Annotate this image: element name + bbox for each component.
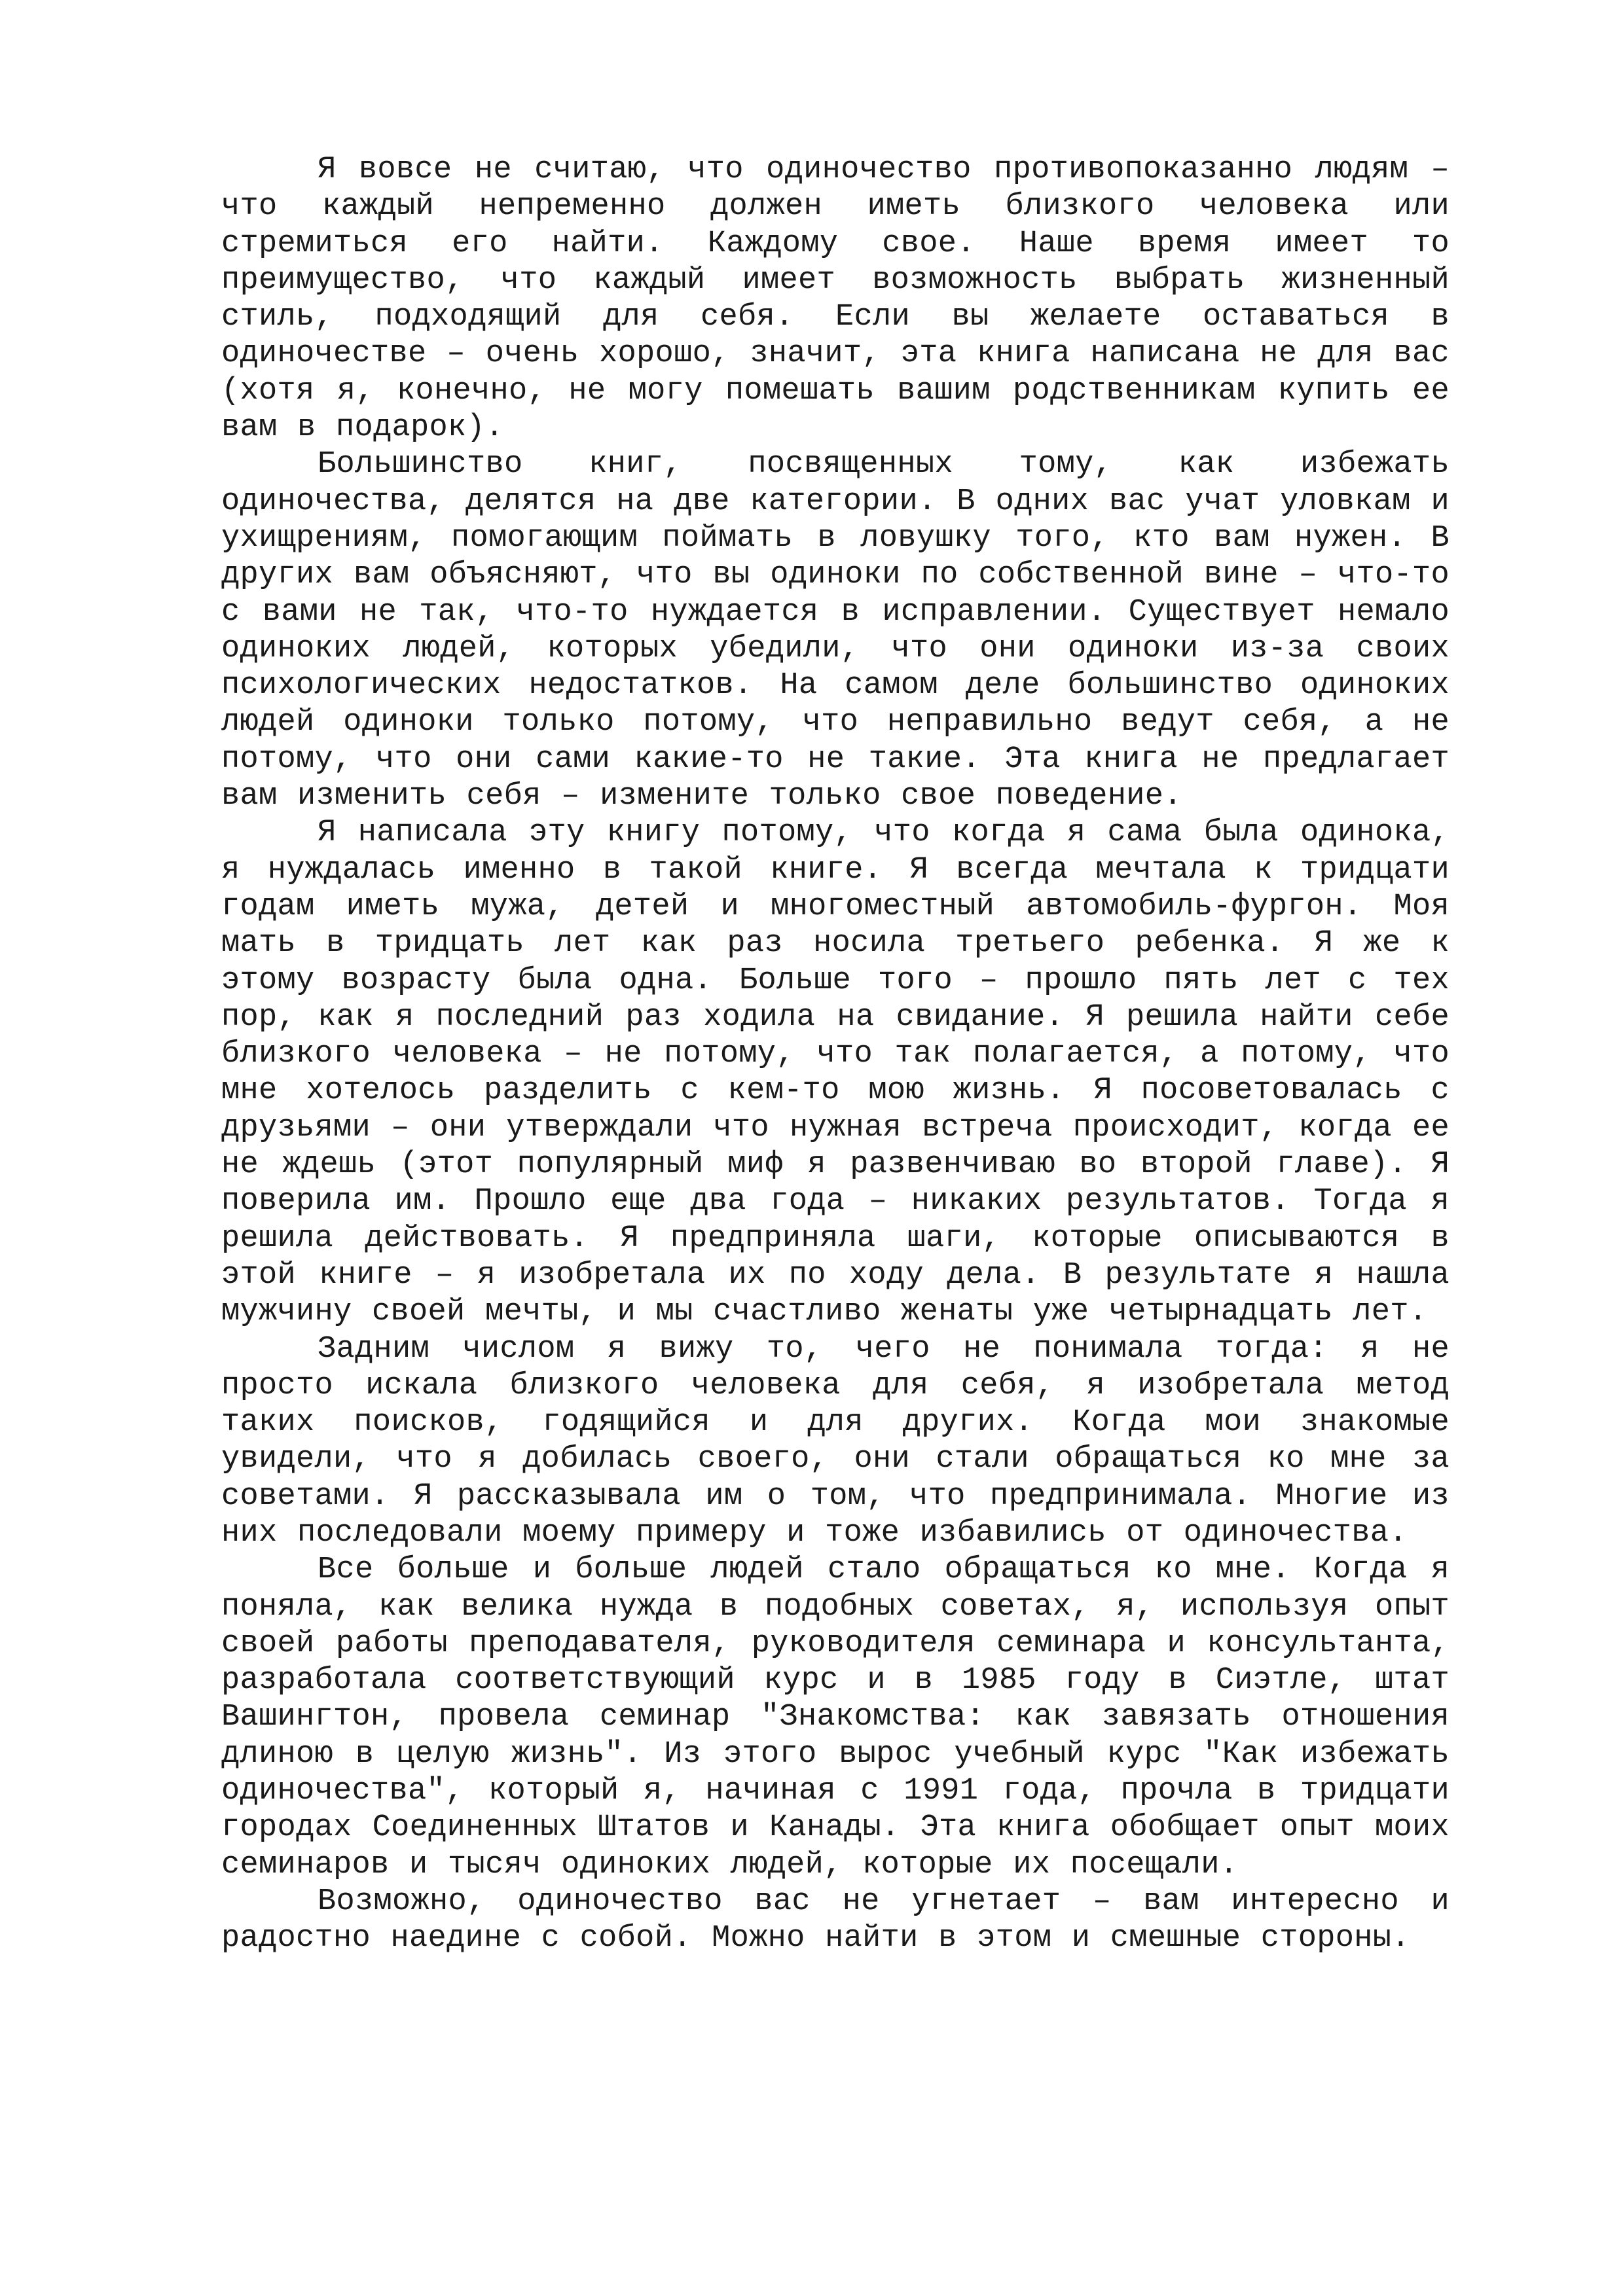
paragraph: Я написала эту книгу потому, что когда я сама была одинока, я нуждалась именно в такой книге. Я всегда мечтала к тридцати годам иметь мужа, детей и многоместный автомобиль-фургон. Моя мать в тридцать лет как раз носила третьего ребенка. Я же к этому возрасту была одна. Больше того – прошло пять лет с тех пор, как я последний раз ходила на свидание. Я решила найти себе близкого человека – не потому, что так полагается, а потому, что мне хотелось разделить с кем-то мою жизнь. Я посоветовалась с друзьями – они утверждали что нужная встреча происходит, когда ее не ждешь (этот популярный миф я развенчиваю во второй главе). Я поверила им. Прошло еще два года – никаких результатов. Тогда я решила действовать. Я предприняла шаги, которые описываются в этой книге – я изобретала их по ходу дела. В результате я нашла мужчину своей мечты, и мы счастливо женаты уже четырнадцать лет. [221,816,1450,1330]
paragraph: Я вовсе не считаю, что одиночество противопоказанно людям – что каждый непременно должен иметь близкого человека или стремиться его найти. Каждому свое. Наше время имеет то преимущество, что каждый имеет возможность выбрать жизненный стиль, подходящий для себя. Если вы желаете оставаться в одиночестве – очень хорошо, значит, эта книга написана не для вас (хотя я, конечно, не могу помешать вашим родственникам купить ее вам в подарок). [221,152,1450,446]
paragraph: Задним числом я вижу то, чего не понимала тогда: я не просто искала близкого человека для себя, я изобретала метод таких поисков, годящийся и для других. Когда мои знакомые увидели, что я добилась своего, они стали обращаться ко мне за советами. Я рассказывала им о том, что предпринимала. Многие из них последовали моему примеру и тоже избавились от одиночества. [221,1331,1450,1551]
paragraph: Возможно, одиночество вас не угнетает – вам интересно и радостно наедине с собой. Можно найти в этом и смешные стороны. [221,1884,1450,1956]
paragraph: Большинство книг, посвященных тому, как избежать одиночества, делятся на две категории. В одних вас учат уловкам и ухищрениям, помогающим поймать в ловушку того, кто вам нужен. В других вам объясняют, что вы одиноки по собственной вине – что-то с вами не так, что-то нуждается в исправлении. Существует немало одиноких людей, которых убедили, что они одиноки из-за своих психологических недостатков. На самом деле большинство одиноких людей одиноки только потому, что неправильно ведут себя, а не потому, что они сами какие-то не такие. Эта книга не предлагает вам изменить себя – измените только свое поведение. [221,447,1450,814]
paragraph: Все больше и больше людей стало обращаться ко мне. Когда я поняла, как велика нужда в подобных советах, я, используя опыт своей работы преподавателя, руководителя семинара и консультанта, разработала соответствующий курс и в 1985 году в Сиэтле, штат Вашингтон, провела семинар "Знакомства: как завязать отношения длиною в целую жизнь". Из этого вырос учебный курс "Как избежать одиночества", который я, начиная с 1991 года, прочла в тридцати городах Соединенных Штатов и Канады. Эта книга обобщает опыт моих семинаров и тысяч одиноких людей, которые их посещали. [221,1552,1450,1882]
body-text [221,152,1450,1958]
